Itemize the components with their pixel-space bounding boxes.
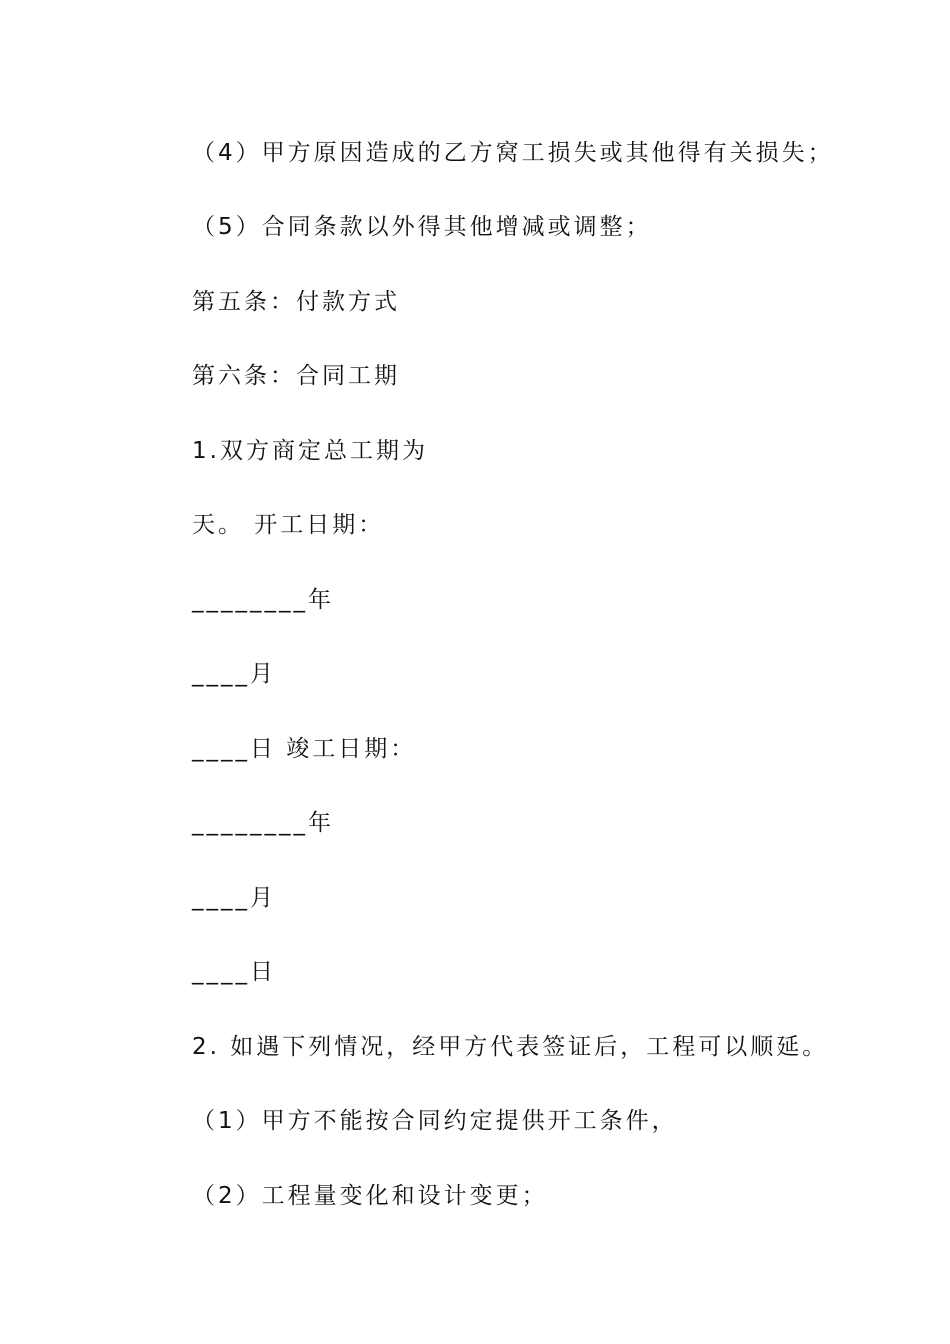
- completion-day-blank: ____日: [192, 959, 276, 985]
- start-date-label: 天。 开工日期：: [192, 512, 385, 538]
- clause-4-loss: （4）甲方原因造成的乙方窝工损失或其他得有关损失；: [192, 140, 834, 166]
- completion-year-blank: ________年: [192, 810, 334, 836]
- start-month-blank: ____月: [192, 661, 276, 687]
- start-year-blank: ________年: [192, 587, 334, 613]
- article-6-duration-heading: 第六条：合同工期: [192, 363, 400, 389]
- total-duration-line: 1.双方商定总工期为: [192, 438, 428, 464]
- condition-2-line: （2）工程量变化和设计变更；: [192, 1183, 548, 1209]
- completion-month-blank: ____月: [192, 885, 276, 911]
- start-day-completion-label: ____日 竣工日期：: [192, 736, 417, 762]
- article-5-payment-heading: 第五条：付款方式: [192, 289, 400, 315]
- condition-1-line: （1）甲方不能按合同约定提供开工条件，: [192, 1108, 678, 1134]
- clause-5-adjustment: （5）合同条款以外得其他增减或调整；: [192, 214, 652, 240]
- extension-conditions-line: 2. 如遇下列情况，经甲方代表签证后，工程可以顺延。: [192, 1034, 829, 1060]
